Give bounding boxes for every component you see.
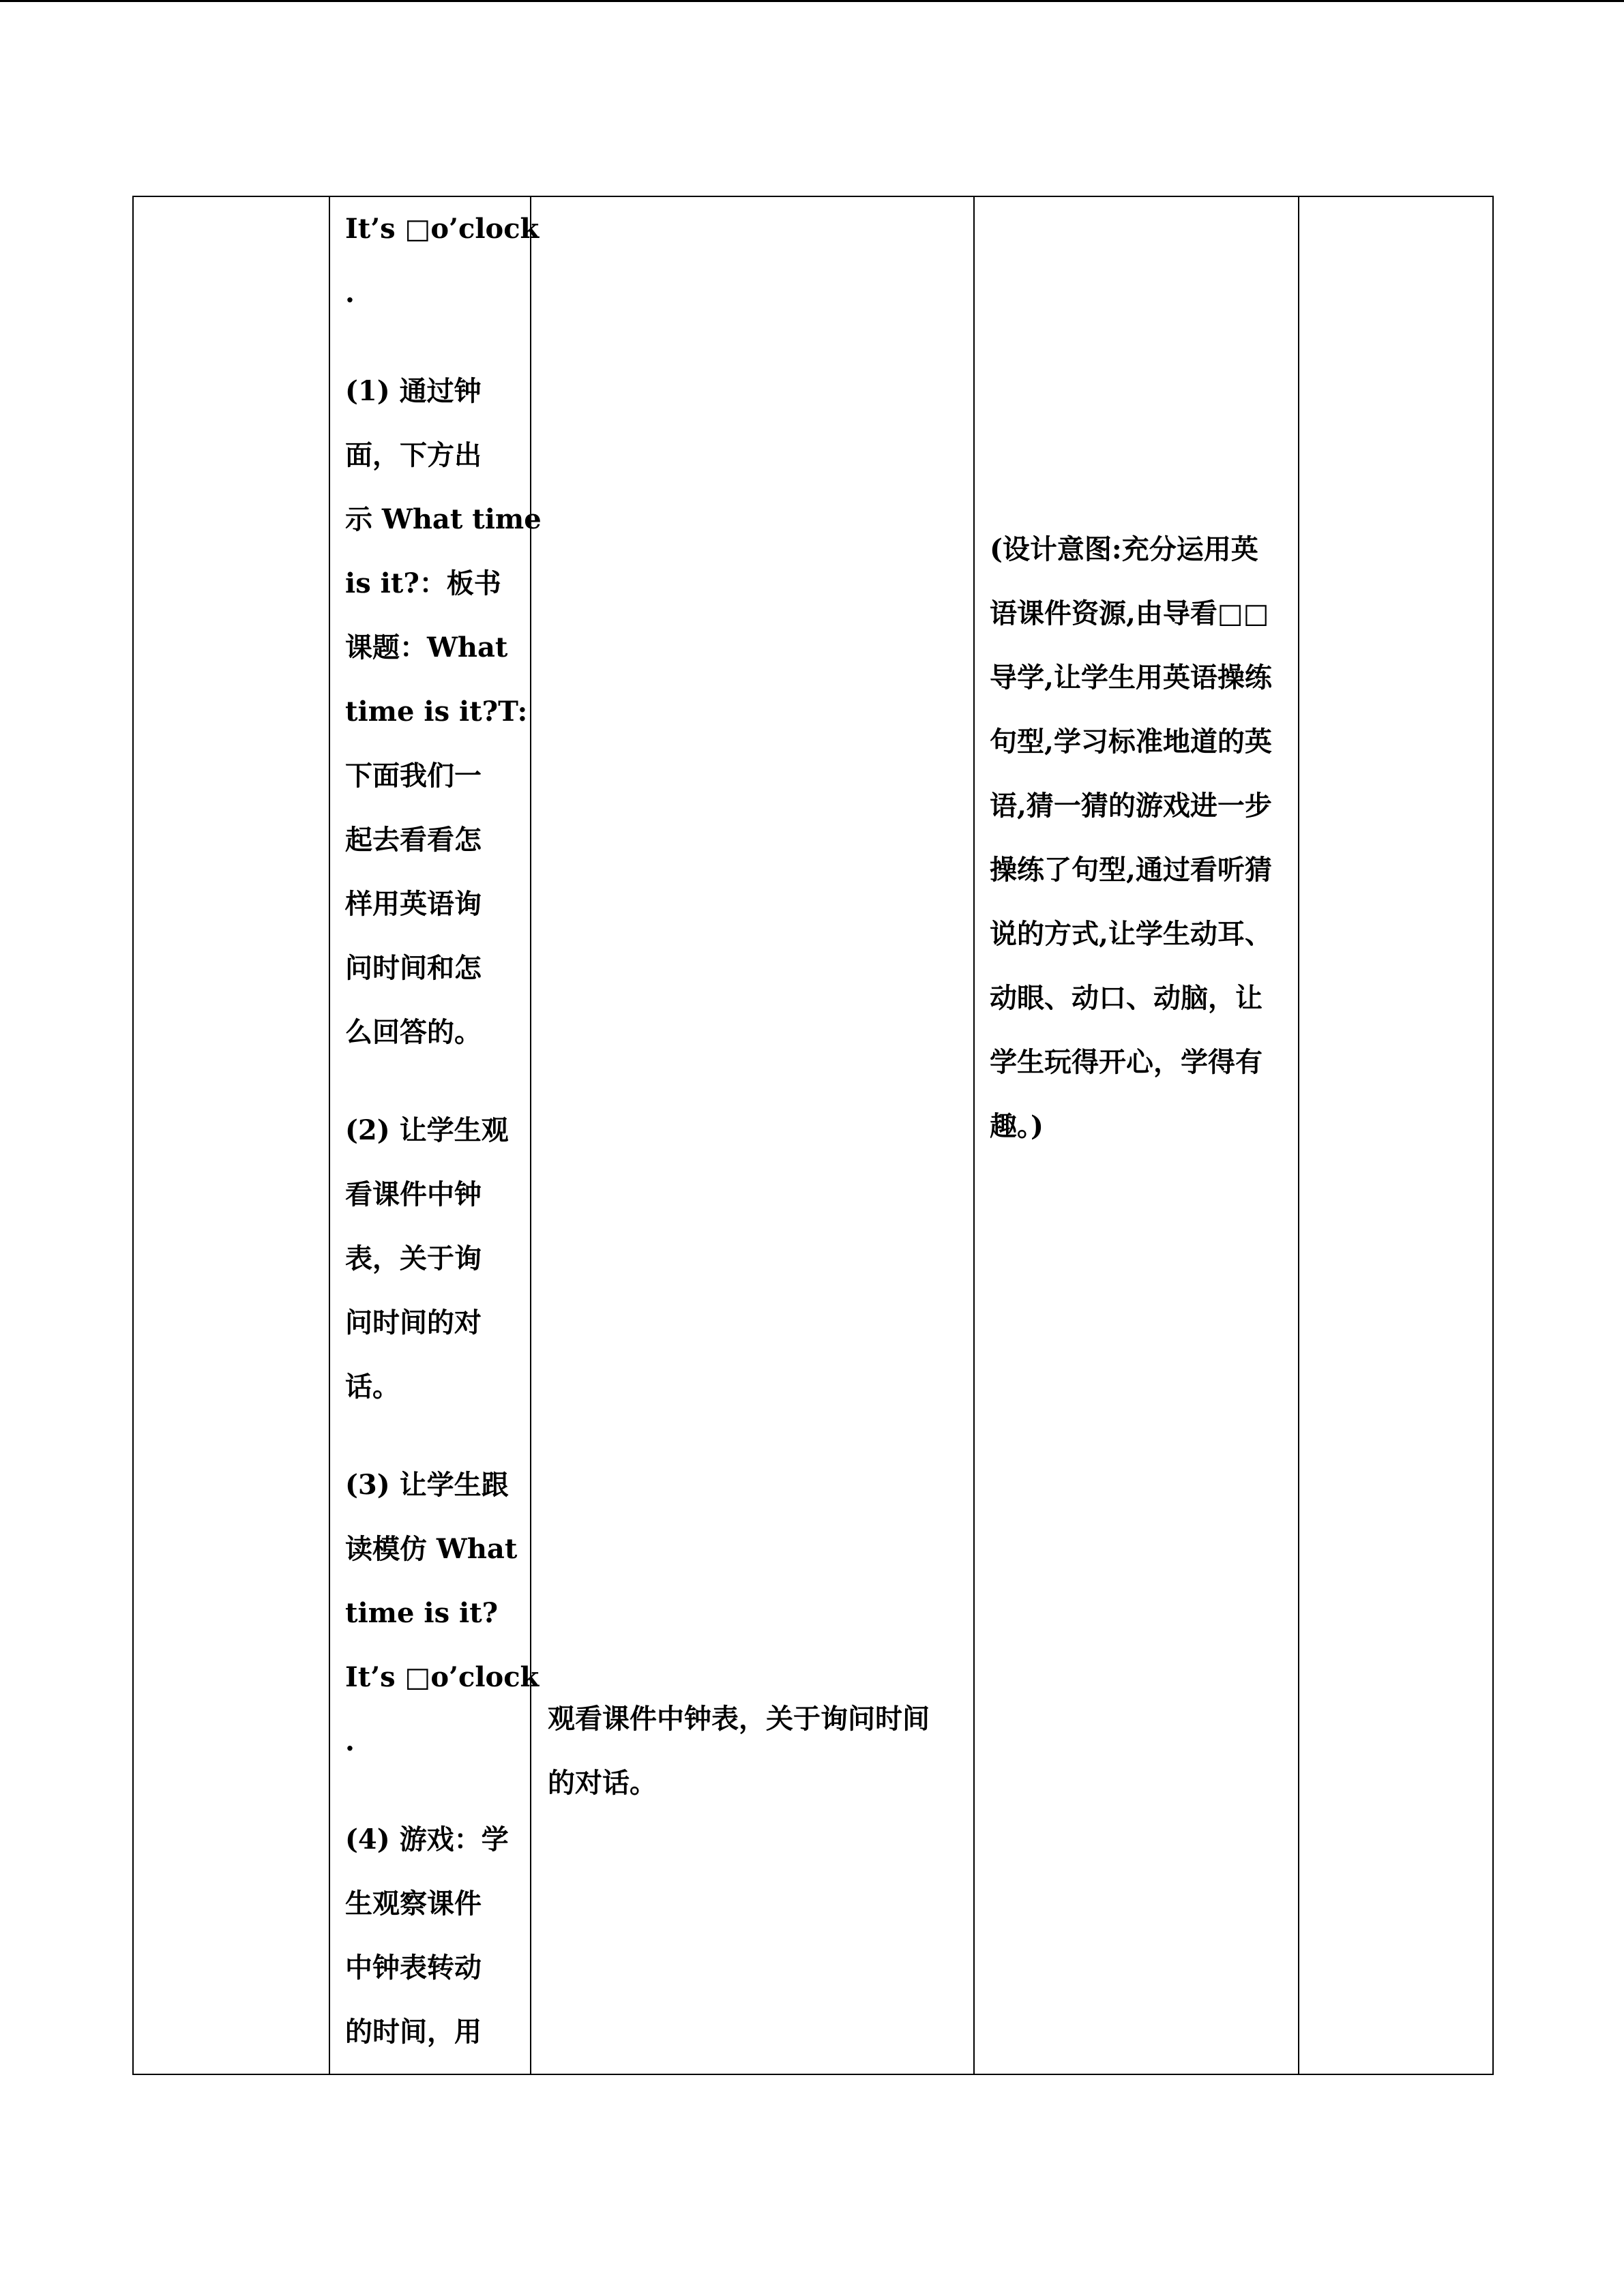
design-intent-text: (设计意图:充分运用英 语课件资源,由导看□□ 导学,让学生用英语操练 句型,学习标准地道的英 语,猜一猜的游戏进一步 操练了句型,通过看听猜 说的方式,让学生动耳、 动眼、动口、动脑，让 学生玩得开心，学得有 趣。) <box>990 533 1272 1142</box>
teacher-activity-cell <box>329 196 542 2074</box>
notes-cell <box>1299 196 1493 2074</box>
step-2: (2) 让学生观 看课件中钟 表，关于询 问时间的对 话。 <box>345 1114 509 1403</box>
stage-cell <box>133 196 329 2074</box>
step-4: (4) 游戏：学 生观察课件 中钟表转动 的时间，用 <box>345 1823 509 2048</box>
page-top-border <box>0 0 1624 2</box>
lesson-plan-table <box>132 196 1494 2075</box>
design-intent-cell <box>974 196 1299 2074</box>
table-row <box>133 196 1493 2074</box>
intro-sentence: It’s □o’clock . <box>345 213 540 309</box>
teacher-activity-text <box>345 197 542 2064</box>
student-activity-text: 观看课件中钟表，关于询问时间 的对话。 <box>548 1703 930 1799</box>
student-activity-cell <box>531 196 974 2074</box>
step-3: (3) 让学生跟 读模仿 What time is it? It’s □o’clock . <box>345 1469 540 1757</box>
step-1: (1) 通过钟 面，下方出 示 What time is it?：板书 课题：What time is it?T: 下面我们一 起去看看怎 样用英语询 问时间和怎 么回答的。 <box>345 375 542 1048</box>
